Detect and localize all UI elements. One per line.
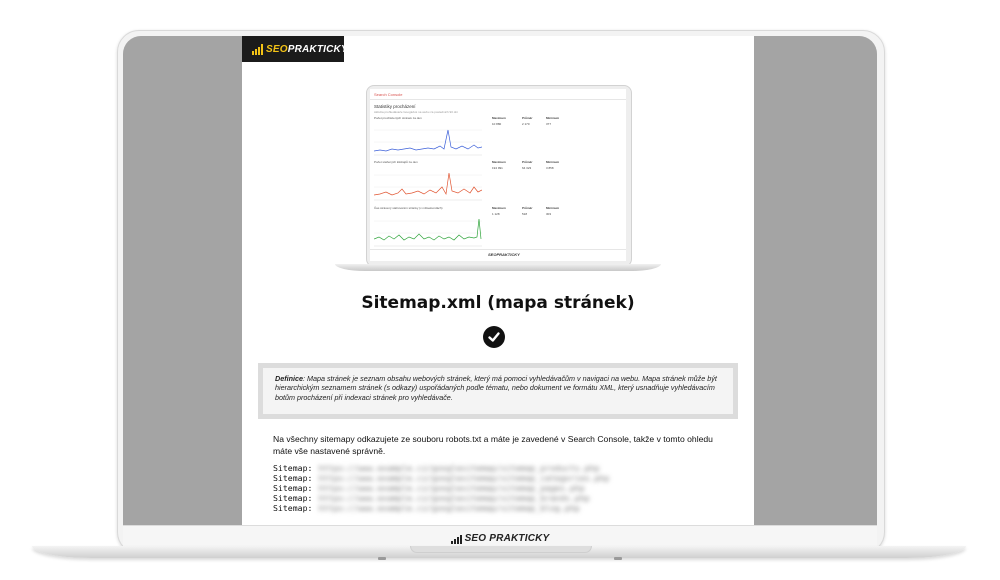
sitemap-row: Sitemap: https://www.example.cz/googlesitemap/sitemap_brands.php <box>273 493 590 503</box>
laptop-notch <box>410 546 592 553</box>
brand-name: SEOPRAKTICKY <box>266 43 348 55</box>
sitemap-row: Sitemap: https://www.example.cz/googlesitemap/sitemap_blog.php <box>273 503 580 513</box>
search-console-brand: Search Console <box>374 92 403 97</box>
sitemap-url[interactable]: https://www.example.cz/googlesitemap/sitemap_pages.php <box>318 483 585 493</box>
sitemap-row: Sitemap: https://www.example.cz/googlesitemap/sitemap_pages.php <box>273 483 585 493</box>
kilobytes-chart <box>374 167 482 201</box>
sitemap-url[interactable]: https://www.example.cz/googlesitemap/sitemap_products.php <box>318 463 600 473</box>
page-title: Sitemap.xml (mapa stránek) <box>361 293 635 313</box>
chart-label-kilobytes: Počet stažených kilobajtů za den <box>374 160 418 164</box>
definition-text <box>263 368 733 414</box>
sitemap-url[interactable]: https://www.example.cz/googlesitemap/sitemap_categories.php <box>318 473 610 483</box>
laptop-foot-right <box>614 557 622 560</box>
sitemap-url[interactable]: https://www.example.cz/googlesitemap/sitemap_brands.php <box>318 493 590 503</box>
download-time-chart <box>374 213 482 247</box>
sitemap-summary: Na všechny sitemapy odkazujete ze souboru robots.txt a máte je zavedené v Search Console, takže v tomto ohledu máte vše nastavené správně. <box>273 434 713 456</box>
mini-laptop-base <box>335 264 661 271</box>
laptop-foot-left <box>378 557 386 560</box>
bars-logo-icon <box>252 44 263 55</box>
checkmark-icon <box>483 326 505 348</box>
chart-label-download-time: Čas strávený stahováním stránky (v milisekundách) <box>374 206 443 210</box>
sitemap-list <box>273 463 609 513</box>
bars-logo-icon <box>451 533 462 544</box>
pages-chart <box>374 122 482 156</box>
brand-logo <box>242 36 348 62</box>
mini-footer-logo: SEOPRAKTICKY <box>488 252 520 257</box>
crawl-stats-subtitle: Aktivita prohledávače Googlebot na webu za posledních 90 dní <box>374 110 458 114</box>
chart-label-pages: Počet procházených stránek za den <box>374 116 422 120</box>
sitemap-row: Sitemap: https://www.example.cz/googlesitemap/sitemap_products.php <box>273 463 600 473</box>
report-page[interactable] <box>242 36 754 526</box>
chin-brand-logo: SEO PRAKTICKY <box>451 533 550 544</box>
search-console-screenshot: Search Console Statistiky procházení Aktivita prohledávače Googlebot na webu za posledních 90 dní Počet procházených stránek za den Maximum Průměr Minimum 10 880 2 170 377 Počet stažených kilobajtů za den Maximum Průměr Minimum 194 991 64 323 3 858 Čas strávený stahováním stránky (v milisekundách) Maximum Průměr Minimum 1 128 518 303 SEOPRAKTICKY <box>370 89 626 261</box>
sitemap-row: Sitemap: https://www.example.cz/googlesitemap/sitemap_categories.php <box>273 473 610 483</box>
sitemap-url[interactable]: https://www.example.cz/googlesitemap/sitemap_blog.php <box>318 503 580 513</box>
definition-box <box>258 363 738 419</box>
crawl-stats-title: Statistiky procházení <box>374 104 416 109</box>
definition-body: : Mapa stránek je seznam obsahu webových stránek, který má pomoci vyhledávačům v navigaci na webu. Mapa stránek může být hierarchickým seznamem stránek (s odkazy) uspořádaných podle tématu, nebo dokument ve formátu XML, který usnadňuje vyhledávacím botům procházení při indexaci stránek pro vyhledávače. <box>275 374 717 402</box>
definition-term: Definice <box>275 374 303 383</box>
